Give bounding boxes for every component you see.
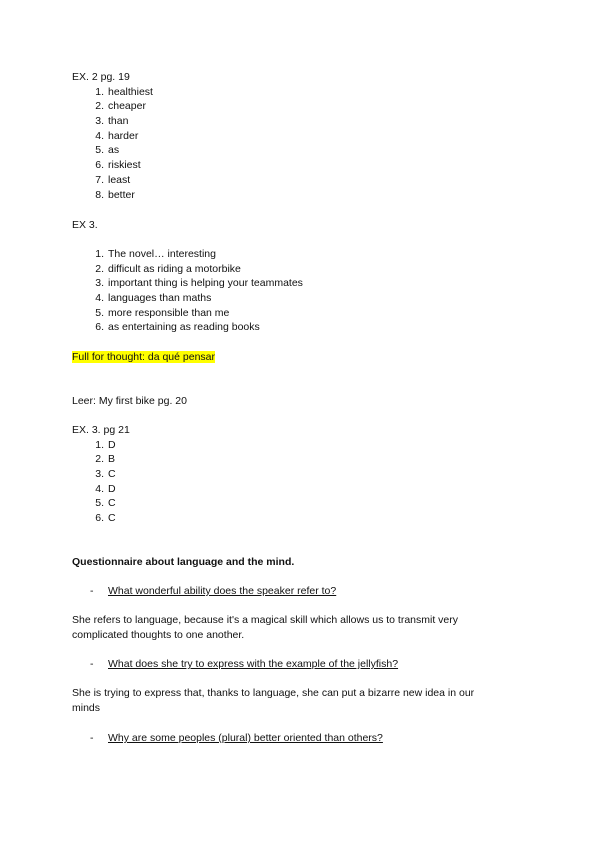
ex3b-section [72, 423, 540, 526]
ex3-list [72, 247, 540, 335]
list-item: 4. languages than maths [95, 292, 212, 305]
list-item: 5. more responsible than me [95, 306, 230, 319]
question-1-text: What wonderful ability does the speaker refer to? [108, 585, 337, 597]
list-item: 1. healthiest [95, 85, 153, 98]
list-item: 8. better [95, 188, 135, 201]
list-item: 3. than [95, 115, 129, 128]
list-item: 5. C [95, 497, 116, 510]
questionnaire-title [72, 555, 540, 570]
ex3b-heading: EX. 3. pg 21 [72, 424, 130, 436]
list-item: 6. riskiest [95, 159, 141, 172]
list-item: 5. as [95, 144, 120, 157]
list-item: 1. The novel… interesting [95, 248, 216, 260]
reading-text: Leer: My first bike pg. 20 [72, 395, 187, 407]
reading-line [72, 394, 540, 409]
list-item: 6. as entertaining as reading books [95, 321, 260, 334]
answer-2-line-1: She is trying to express that, thanks to language, she can put a bizarre new idea in our [72, 687, 475, 699]
ex2-heading: EX. 2 pg. 19 [72, 71, 130, 83]
ex2-section [72, 70, 540, 202]
question-1: - What wonderful ability does the speaker refer to? [90, 585, 337, 597]
list-item: 2. cheaper [95, 100, 146, 113]
list-item: 6. C [95, 512, 116, 525]
list-item: 4. D [95, 482, 116, 495]
answer-2-line-2: minds [72, 701, 101, 714]
list-item: 3. C [95, 468, 116, 481]
list-item: 7. least [95, 173, 131, 186]
highlighted-text: Full for thought: da qué pensar [72, 351, 216, 363]
answer-1-line-1: She refers to language, because it's a magical skill which allows us to transmit very [72, 614, 459, 626]
ex3-heading: EX 3. [72, 219, 98, 231]
answer-2 [72, 686, 540, 715]
question-2-text: What does she try to express with the example of the jellyfish? [108, 658, 399, 670]
list-item: 2. B [95, 453, 116, 466]
ex3-section [72, 218, 540, 233]
question-3: - Why are some peoples (plural) better oriented than others? [90, 732, 383, 744]
list-item: 4. harder [95, 129, 139, 142]
ex2-list [72, 85, 540, 203]
answer-1 [72, 613, 540, 642]
ex3b-list [72, 438, 540, 526]
question-3-text: Why are some peoples (plural) better oriented than others? [108, 732, 383, 744]
question-2: - What does she try to express with the example of the jellyfish? [90, 658, 399, 670]
ex3-list-wrap [72, 247, 540, 335]
list-item: 2. difficult as riding a motorbike [95, 262, 241, 275]
highlight-note [72, 350, 540, 365]
answer-1-line-2: complicated thoughts to one another. [72, 628, 245, 641]
list-item: 1. D [95, 438, 116, 451]
list-item: 3. important thing is helping your teammates [95, 277, 303, 290]
questionnaire-heading: Questionnaire about language and the mind. [72, 556, 295, 568]
